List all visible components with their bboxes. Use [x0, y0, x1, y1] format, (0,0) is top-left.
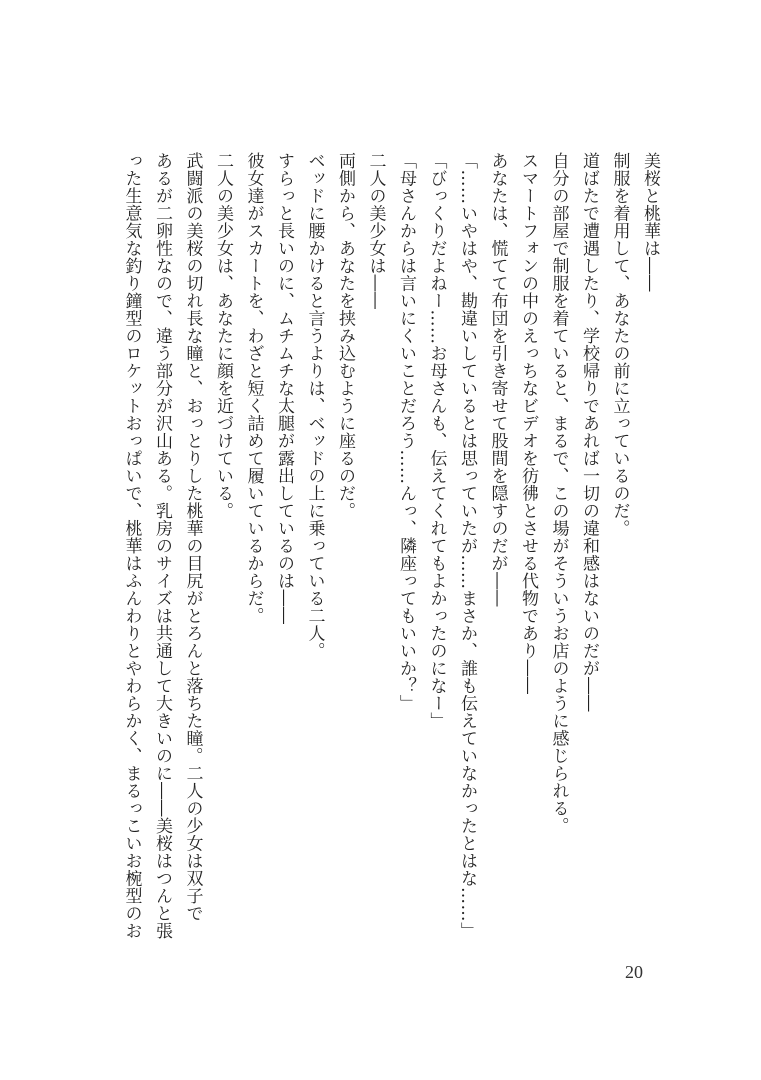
text-line-17: あるが二卵性なので、違う部分が沢山ある。乳房のサイズは共通して大きいのに――美桜はつんと張 [152, 152, 172, 940]
text-line-18: った生意気な釣り鐘型のロケットおっぱいで、桃華はふんわりとやわらかく、まるっこいお椀型のお [121, 152, 142, 940]
text-line-11: 両側から、あなたを挟み込むように座るのだ。 [335, 152, 355, 520]
vertical-text-body [105, 152, 665, 952]
text-line-12: ベッドに腰かけると言うよりは、ベッドの上に乗っている二人。 [304, 152, 325, 660]
text-line-3: 道ばたで遭遇したり、学校帰りであれば一切の違和感はないのだが―― [579, 152, 599, 712]
text-line-16: 武闘派の美桜の切れ長な瞳と、おっとりした桃華の目尻がとろんと落ちた瞳。二人の少女は双子で [182, 152, 203, 922]
text-line-15: 二人の美少女は、あなたに顔を近づけている。 [213, 152, 233, 520]
text-line-7: 「……いやはや、勘違いしているとは思っていたが……まさか、誰も伝えていなかったとはな……」 [457, 152, 477, 940]
text-line-9: 「母さんからは言いにくいことだろう……んっ、隣座ってもいいか？」 [396, 152, 416, 712]
text-line-5: スマートフォンの中のえっちなビデオを彷彿とさせる代物であり―― [518, 152, 538, 695]
text-line-4: 自分の部屋で制服を着ていると、まるで、この場がそういうお店のように感じられる。 [548, 152, 569, 835]
text-line-10: 二人の美少女は―― [365, 152, 386, 310]
text-line-1: 美桜と桃華は―― [640, 152, 660, 292]
text-line-14: 彼女達がスカートを、わざと短く詰めて履いているからだ。 [243, 152, 264, 625]
text-line-8: 「びっくりだよねー……お母さんも、伝えてくれてもよかったのになー」 [426, 152, 447, 730]
text-line-6: あなたは、慌てて布団を引き寄せて股間を隠すのだが―― [487, 152, 508, 607]
text-line-2: 制服を着用して、あなたの前に立っているのだ。 [609, 152, 630, 537]
text-line-13: すらっと長いのに、ムチムチな太腿が露出しているのは―― [274, 152, 294, 625]
page-number: 20 [625, 962, 643, 982]
